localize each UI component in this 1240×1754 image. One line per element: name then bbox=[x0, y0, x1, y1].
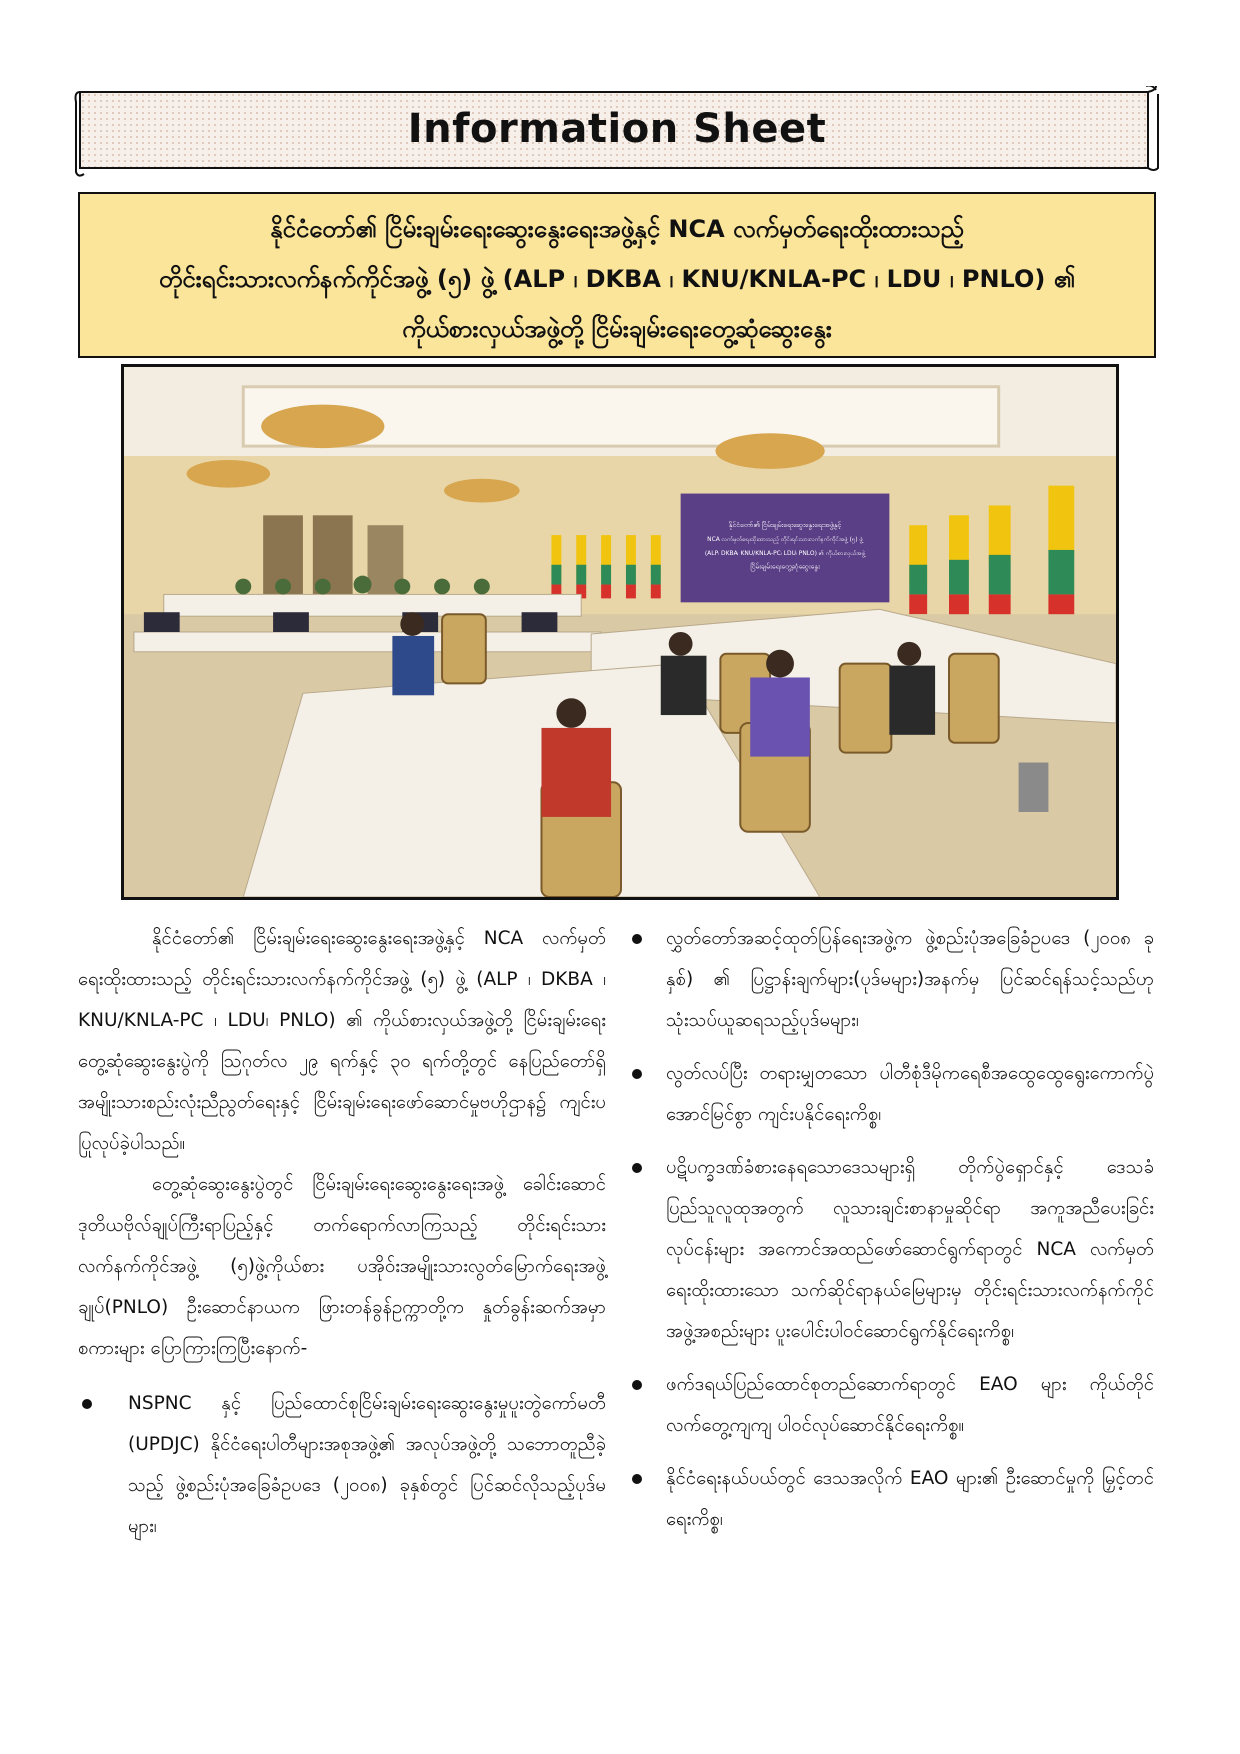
inner-table bbox=[134, 632, 601, 652]
chandelier-icon bbox=[715, 433, 824, 469]
screen-line-4: ငြိမ်းချမ်းရေးတွေ့ဆုံဆွေးနွေး bbox=[750, 562, 820, 571]
screen-line-2: NCA လက်မှတ်ရေးထိုးထားသည့် တိုင်းရင်းသားလက်နက်ကိုင်အဖွဲ့ (၅) ဖွဲ့ bbox=[707, 536, 863, 544]
list-item-text: ဖက်ဒရယ်ပြည်ထောင်စုတည်ဆောက်ရာတွင် EAO များ ကိုယ်တိုင်လက်တွေ့ကျကျ ပါဝင်လုပ်ဆောင်နိုင်ရေးကိစ္စ။ bbox=[666, 1374, 1154, 1436]
projection-screen bbox=[681, 494, 890, 603]
bullet-icon bbox=[632, 1474, 642, 1484]
meeting-paragraph: တွေ့ဆုံဆွေးနွေးပွဲတွင် ငြိမ်းချမ်းရေးဆွေးနွေးရေးအဖွဲ့ ခေါင်းဆောင် ဒုတိယဗိုလ်ချုပ်ကြီးရာပြည့်နှင့် တက်ရောက်လာကြသည့် တိုင်းရင်းသားလက်နက်ကိုင်အဖွဲ့ (၅)ဖွဲ့ကိုယ်စား ပအိုဝ်းအမျိုးသားလွတ်မြောက်ရေးအဖွဲ့ချုပ်(PNLO) ဦးဆောင်နာယက ဖြားတန်ခွန်ဥက္ကာတို့က နှုတ်ခွန်းဆက်အမှာစကားများ ပြောကြားကြပြီးနောက်- bbox=[78, 1174, 606, 1359]
headline-box bbox=[78, 192, 1156, 358]
left-column bbox=[78, 918, 606, 1559]
bullet-icon bbox=[632, 1380, 642, 1390]
meeting-room-illustration bbox=[124, 367, 1116, 897]
chandelier-icon bbox=[444, 479, 520, 503]
right-bullet-list bbox=[630, 918, 1154, 1540]
list-item bbox=[630, 1147, 1154, 1352]
list-item bbox=[630, 1458, 1154, 1540]
chandelier-icon bbox=[187, 460, 270, 488]
list-item bbox=[630, 1364, 1154, 1446]
list-item bbox=[630, 1053, 1154, 1135]
meeting-photo bbox=[121, 364, 1119, 900]
list-item-text: လွတ်လပ်ပြီး တရားမျှတသော ပါတီစုံဒီမိုကရေစီအထွေထွေရွေးကောက်ပွဲ အောင်မြင်စွာ ကျင်းပနိုင်ရေးကိစ္စ၊ bbox=[666, 1063, 1154, 1125]
headline-line-2: တိုင်းရင်းသားလက်နက်ကိုင်အဖွဲ့ (၅) ဖွဲ့ (ALP ၊ DKBA ၊ KNU/KNLA-PC ၊ LDU ၊ PNLO) ၏ bbox=[158, 265, 1076, 293]
left-bullet-list bbox=[78, 1383, 606, 1547]
right-column bbox=[630, 918, 1154, 1552]
thermos-icon bbox=[1019, 763, 1049, 812]
title-banner bbox=[74, 86, 1160, 178]
list-item-text: နိုင်ငံရေးနယ်ပယ်တွင် ဒေသအလိုက် EAO များ၏ ဦးဆောင်မှုကို မြှင့်တင်ရေးကိစ္စ၊ bbox=[666, 1468, 1154, 1530]
intro-paragraph: နိုင်ငံတော်၏ ငြိမ်းချမ်းရေးဆွေးနွေးရေးအဖွဲ့နှင့် NCA လက်မှတ်ရေးထိုးထားသည့် တိုင်းရင်းသားလက်နက်ကိုင်အဖွဲ့ (၅) ဖွဲ့ (ALP ၊ DKBA ၊ KNU/KNLA-PC ၊ LDU၊ PNLO) ၏ ကိုယ်စားလှယ်အဖွဲ့တို့ ငြိမ်းချမ်းရေးတွေ့ဆုံဆွေးနွေးပွဲကို ဩဂုတ်လ ၂၉ ရက်နှင့် ၃၀ ရက်တို့တွင် နေပြည်တော်ရှိ အမျိုးသားစည်းလုံးညီညွတ်ရေးနှင့် ငြိမ်းချမ်းရေးဖော်ဆောင်မှုဗဟိုဌာန၌ ကျင်းပပြုလုပ်ခဲ့ပါသည်။ bbox=[78, 928, 606, 1154]
screen-line-3: (ALP၊ DKBA၊ KNU/KNLA-PC၊ LDU၊ PNLO) ၏ ကိုယ်စားလှယ်အဖွဲ့ bbox=[704, 549, 866, 557]
headline-line-1: နိုင်ငံတော်၏ ငြိမ်းချမ်းရေးဆွေးနွေးရေးအဖွဲ့နှင့် NCA လက်မှတ်ရေးထိုးထားသည့် bbox=[270, 215, 964, 243]
headline-line-3: ကိုယ်စားလှယ်အဖွဲ့တို့ ငြိမ်းချမ်းရေးတွေ့ဆုံဆွေးနွေး bbox=[402, 315, 832, 343]
bullet-icon bbox=[82, 1399, 92, 1409]
list-item-text: လွှတ်တော်အဆင့်ထုတ်ပြန်ရေးအဖွဲ့က ဖွဲ့စည်းပုံအခြေခံဥပဒေ (၂၀၀၈ ခုနှစ်) ၏ ပြဋ္ဌာန်းချက်များ(ပုဒ်မများ)အနက်မှ ပြင်ဆင်ရန်သင့်သည်ဟု သုံးသပ်ယူဆရသည့်ပုဒ်မများ၊ bbox=[666, 928, 1154, 1031]
list-item-text: NSPNC နှင့် ပြည်ထောင်စုငြိမ်းချမ်းရေးဆွေးနွေးမှုပူးတွဲကော်မတီ (UPDJC) နိုင်ငံရေးပါတီများအစုအဖွဲ့၏ အလုပ်အဖွဲ့တို့ သဘောတူညီခဲ့သည့် ဖွဲ့စည်းပုံအခြေခံဥပဒေ (၂၀၀၈) ခုနှစ်တွင် ပြင်ဆင်လိုသည့်ပုဒ်မများ၊ bbox=[128, 1393, 606, 1537]
chandelier-icon bbox=[261, 405, 384, 449]
bullet-icon bbox=[632, 934, 642, 944]
bullet-icon bbox=[632, 1163, 642, 1173]
sheet-title: Information Sheet bbox=[407, 106, 827, 152]
head-table bbox=[164, 594, 581, 616]
list-item bbox=[78, 1383, 606, 1547]
bullet-icon bbox=[632, 1069, 642, 1079]
screen-line-1: နိုင်ငံတော်၏ ငြိမ်းချမ်းရေးဆွေးနွေးရေးအဖွဲ့နှင့် bbox=[728, 521, 842, 530]
list-item-text: ပဋိပက္ခဒဏ်ခံစားနေရသောဒေသများရှိ တိုက်ပွဲရှောင်နှင့် ဒေသခံပြည်သူလူထုအတွက် လူသားချင်းစာနာမှုဆိုင်ရာ အကူအညီပေးခြင်းလုပ်ငန်းများ အကောင်အထည်ဖော်ဆောင်ရွက်ရာတွင် NCA လက်မှတ်ရေးထိုးထားသော သက်ဆိုင်ရာနယ်မြေများမှ တိုင်းရင်းသားလက်နက်ကိုင်အဖွဲ့အစည်းများ ပူးပေါင်းပါဝင်ဆောင်ရွက်နိုင်ရေးကိစ္စ၊ bbox=[666, 1157, 1154, 1342]
list-item bbox=[630, 918, 1154, 1041]
